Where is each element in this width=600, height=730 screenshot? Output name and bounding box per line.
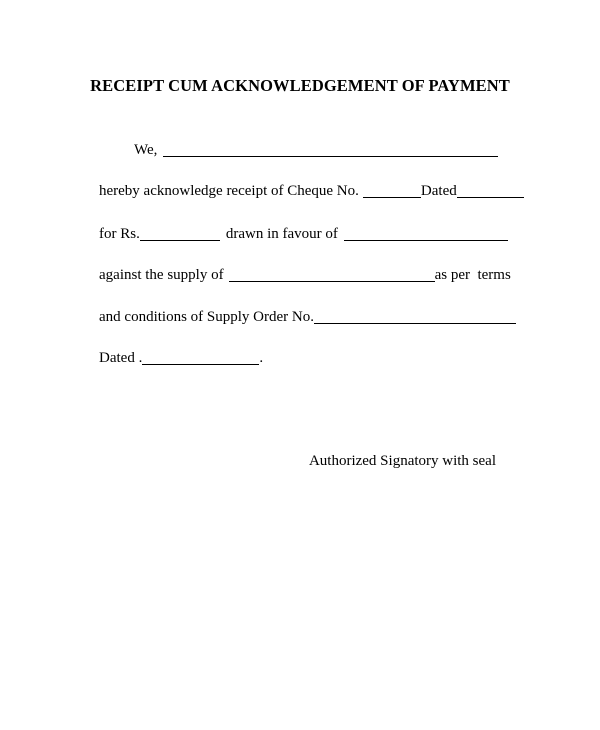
cheque-line xyxy=(99,182,524,200)
date-period: . xyxy=(259,350,264,366)
we-label: We, xyxy=(134,142,158,158)
supply-label: against the supply of xyxy=(99,267,224,283)
amount-line xyxy=(99,225,508,243)
order-line xyxy=(99,308,516,326)
date-line xyxy=(99,349,263,367)
favour-blank[interactable] xyxy=(344,226,508,241)
cheque-date-blank[interactable] xyxy=(457,183,524,198)
order-number-blank[interactable] xyxy=(314,309,516,324)
order-label: and conditions of Supply Order No. xyxy=(99,309,314,325)
date-blank[interactable] xyxy=(142,350,259,365)
for-rs-label: for Rs. xyxy=(99,226,140,242)
supply-line xyxy=(99,266,511,284)
dated-label: Dated . xyxy=(99,350,143,366)
signature-label: Authorized Signatory with seal xyxy=(308,453,496,469)
amount-blank[interactable] xyxy=(140,226,220,241)
cheque-dated-label: Dated xyxy=(420,183,457,199)
supply-blank[interactable] xyxy=(229,267,435,282)
we-line xyxy=(134,141,498,159)
as-per-terms-label: as per terms xyxy=(434,267,511,283)
cheque-number-blank[interactable] xyxy=(363,183,421,198)
favour-label: drawn in favour of xyxy=(225,226,338,242)
we-name-blank[interactable] xyxy=(163,142,498,157)
page-title: RECEIPT CUM ACKNOWLEDGEMENT OF PAYMENT xyxy=(90,76,510,95)
cheque-label: hereby acknowledge receipt of Cheque No. xyxy=(99,183,359,199)
